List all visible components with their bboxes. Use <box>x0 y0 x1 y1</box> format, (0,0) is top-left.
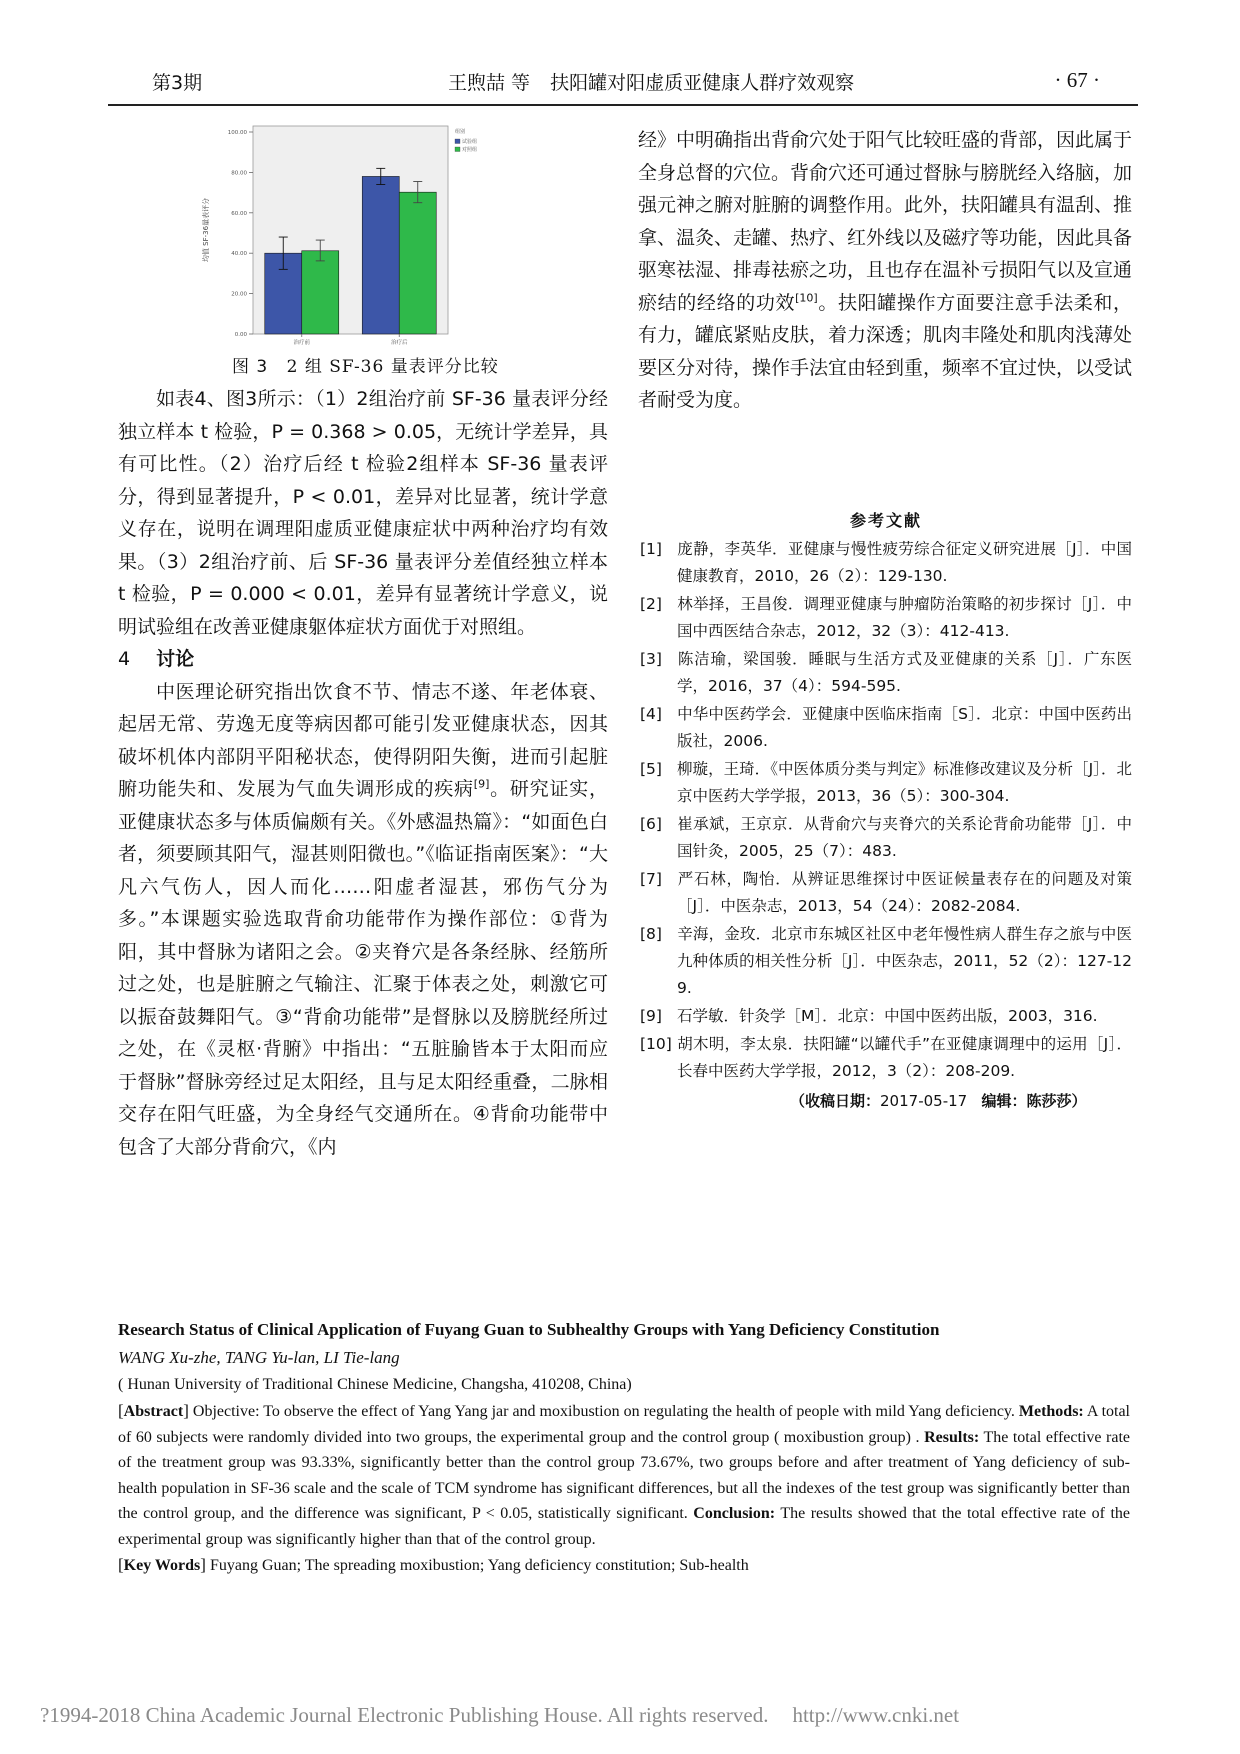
running-title <box>448 68 854 95</box>
section-title: 讨论 <box>156 648 195 670</box>
reference-item <box>640 536 1132 590</box>
english-abstract-section <box>118 1316 1130 1579</box>
legend-swatch-试验组 <box>455 139 460 144</box>
results-label: Results: <box>924 1428 980 1446</box>
reference-text: 胡木明，李太泉．扶阳罐“以罐代手”在亚健康调理中的运用［J］．长春中医药大学学报，2012，3（2）：208-209. <box>677 1035 1132 1080</box>
reference-text: 辛海，金玫．北京市东城区社区中老年慢性病人群生存之旅与中医九种体质的相关性分析［J］．中医杂志，2011，52（2）：127-129. <box>677 925 1132 997</box>
reference-text: 陈洁瑜，梁国骏．睡眠与生活方式及亚健康的关系［J］．广东医学，2016，37（4）：594-595. <box>677 650 1132 695</box>
methods-text: A total of 60 subjects were randomly divided into two groups, the experimental group and the control group ( moxibustion group) . <box>118 1403 1130 1446</box>
results-paragraph: 如表4、图3所示：（1）2组治疗前 SF-36 量表评分经独立样本 t 检验，P = 0.368 > 0.05，无统计学差异，具有可比性。（2）治疗后经 t 检验2组样本 SF-36 量表评分，得到显著提升，P < 0.01，差异对比显著，统计学意义存在，说明在调理阳虚质亚健康症状中两种治疗均有效果。（3）2组治疗前、后 SF-36 量表评分差值经独立样本 t 检验，P = 0.000 < 0.01，差异有显著统计学意义，说明试验组在改善亚健康躯体症状方面优于对照组。 <box>118 388 608 638</box>
y-axis-label: 均值 SF-36量表评分 <box>202 197 210 263</box>
reference-number: [5] <box>640 760 662 778</box>
header-authors: 王煦喆 等 <box>448 72 531 94</box>
reference-text: 柳璇，王琦．《中医体质分类与判定》标准修改建议及分析［J］．北京中医药大学学报，2013，36（5）：300-304. <box>677 760 1132 805</box>
legend-label: 试验组 <box>462 139 478 145</box>
references-list <box>640 536 1132 1085</box>
received-date: 2017-05-17 <box>880 1092 968 1110</box>
right-column <box>638 124 1132 417</box>
english-title: Research Status of Clinical Application of Fuyang Guan to Subhealthy Groups with Yang Deficiency Constitution <box>118 1320 940 1339</box>
legend-swatch-对照组 <box>455 147 460 152</box>
reference-text: 中华中医药学会．亚健康中医临床指南［S］．北京：中国中医药出版社，2006. <box>677 705 1132 750</box>
reference-item <box>640 1003 1132 1030</box>
reference-text: 崔承斌，王京京．从背俞穴与夹脊穴的关系论背俞功能带［J］．中国针灸，2005，25（7）：483. <box>677 815 1132 860</box>
results-text: The total effective rate of the treatment group was 93.33%, significantly better than the control group 73.67%, two groups before and after treatment of Yang deficiency of sub-health population in SF-36 scale and the scale of TCM syndrome has significant differences, but all the indexes of the test group was significantly better than the control group, and the difference was significant, P < 0.05, statistically significant. <box>118 1428 1131 1522</box>
reference-text: 石学敏．针灸学［M］．北京：中国中医药出版，2003，316. <box>677 1007 1098 1025</box>
x-tick-label: 治疗后 <box>390 340 408 346</box>
reference-number: [9] <box>640 1007 662 1025</box>
keywords-label: Key Words <box>123 1557 201 1574</box>
objective-text: To observe the effect of Yang Yang jar and moxibustion on regulating the health of people with mild Yang deficiency. <box>263 1403 1015 1420</box>
reference-number: [8] <box>640 925 662 943</box>
section-number: 4 <box>118 648 131 670</box>
y-tick-label: 40.00 <box>231 251 247 258</box>
english-authors: WANG Xu-zhe, TANG Yu-lan, LI Tie-lang <box>118 1348 400 1367</box>
reference-item <box>640 811 1132 865</box>
copyright-text: ?1994-2018 China Academic Journal Electronic Publishing House. All rights reserved. <box>40 1703 769 1727</box>
y-tick-label: 80.00 <box>231 170 247 177</box>
reference-number: [3] <box>640 650 662 668</box>
issue-number: 第3期 <box>152 72 203 94</box>
section-heading-discussion <box>118 643 608 676</box>
x-tick-label: 治疗前 <box>293 340 311 346</box>
footer <box>40 1703 959 1728</box>
discussion-text-4: 。扶阳罐操作方面要注意手法柔和，有力，罐底紧贴皮肤，着力深透；肌肉丰隆处和肌肉浅薄处要区分对待，操作手法宜由轻到重，频率不宜过快，以受试者耐受为度。 <box>638 291 1133 411</box>
objective-label: Objective: <box>192 1403 260 1420</box>
footer-url[interactable]: http://www.cnki.net <box>792 1703 960 1727</box>
bracket-open: [ <box>118 1401 124 1420</box>
header-title: 扶阳罐对阳虚质亚健康人群疗效观察 <box>550 72 855 94</box>
reference-text: 庞静，李英华．亚健康与慢性疲劳综合征定义研究进展［J］．中国健康教育，2010，26（2）：129-130. <box>677 540 1132 585</box>
left-column <box>118 383 608 1273</box>
reference-item <box>640 591 1132 645</box>
reference-item <box>640 646 1132 700</box>
discussion-text-1: 中医理论研究指出饮食不节、情志不遂、年老体衰、起居无常、劳逸无度等病因都可能引发亚健康状态，因其破坏机体内部阴平阳秘状态，使得阴阳失衡，进而引起脏腑功能失和、发展为气血失调形成的疾病 <box>118 680 608 800</box>
kw-bracket-open: [ <box>118 1555 124 1574</box>
legend-label: 对照组 <box>462 147 478 153</box>
reference-number: [7] <box>640 870 662 888</box>
reference-item <box>640 866 1132 920</box>
header-rule <box>108 104 1138 106</box>
conclusion-label: Conclusion: <box>693 1505 776 1522</box>
figure-number: 图 3 <box>232 357 269 377</box>
methods-label: Methods: <box>1018 1403 1084 1420</box>
y-tick-label: 0.00 <box>234 332 247 338</box>
bar-试验组-治疗后 <box>362 176 399 334</box>
reference-number: [4] <box>640 705 662 723</box>
bar-对照组-治疗前 <box>302 251 339 334</box>
y-tick-label: 20.00 <box>231 291 247 298</box>
reference-number: [6] <box>640 815 662 833</box>
bar-对照组-治疗后 <box>399 192 436 334</box>
discussion-text-3: 经》中明确指出背俞穴处于阳气比较旺盛的背部，因此属于全身总督的穴位。背俞穴还可通过督脉与膀胱经入络脑，加强元神之腑对脏腑的调整作用。此外，扶阳罐具有温刮、推拿、温灸、走罐、热疗、红外线以及磁疗等功能，因此具备驱寒祛湿、排毒祛瘀之功，且也存在温补亏损阳气以及宣通瘀结的经络的功效 <box>638 129 1133 314</box>
received-label: （收稿日期： <box>790 1092 881 1110</box>
kw-bracket-close: ] <box>200 1555 206 1574</box>
english-affiliation: ( Hunan University of Traditional Chinese Medicine, Changsha, 410208, China) <box>118 1376 632 1393</box>
discussion-paragraph <box>118 676 608 1164</box>
abstract-label: Abstract <box>123 1403 184 1420</box>
discussion-text-2: 。研究证实，亚健康状态多与体质偏颇有关。《外感温热篇》：“如面色白者，须要顾其阳气，湿甚则阳微也。”《临证指南医案》：“大凡六气伤人，因人而化……阳虚者湿甚，邪伤气分为多。”本课题实验选取背俞功能带作为操作部位：①背为阳，其中督脉为诸阳之会。②夹脊穴是各条经脉、经筋所过之处，也是脏腑之气输注、汇聚于体表之处，刺激它可以振奋鼓舞阳气。③“背俞功能带”是督脉以及膀胱经所过之处，在《灵枢·背腑》中指出：“五脏腧皆本于太阳而应于督脉”督脉旁经过足太阳经，且与足太阳经重叠，二脉相交存在阳气旺盛，为全身经气交通所在。④背俞功能带中包含了大部分背俞穴，《内 <box>118 778 608 1158</box>
y-tick-label: 60.00 <box>231 210 247 217</box>
received-info <box>640 1089 1132 1113</box>
reference-item <box>640 921 1132 1002</box>
citation-10[interactable]: [10] <box>795 291 818 305</box>
figure-caption <box>232 352 499 377</box>
keywords-text: Fuyang Guan; The spreading moxibustion; Yang deficiency constitution; Sub-health <box>209 1557 749 1574</box>
editor-name: 陈莎莎） <box>1026 1092 1087 1110</box>
references-section <box>640 508 1132 1113</box>
page-number: · 67 · <box>1054 68 1100 92</box>
references-title: 参考文献 <box>849 511 922 530</box>
editor-label: 编辑： <box>981 1092 1027 1110</box>
reference-number: [2] <box>640 595 662 613</box>
citation-9[interactable]: [9] <box>473 777 490 791</box>
english-abstract <box>118 1398 1130 1552</box>
bracket-close: ] <box>183 1401 189 1420</box>
y-tick-label: 100.00 <box>227 130 247 136</box>
reference-item <box>640 756 1132 810</box>
reference-number: [1] <box>640 540 662 558</box>
reference-item <box>640 701 1132 755</box>
figure-caption-text: 2 组 SF-36 量表评分比较 <box>286 357 499 377</box>
english-keywords <box>118 1552 1130 1579</box>
reference-text: 严石林，陶怡．从辨证思维探讨中医证候量表存在的问题及对策［J］．中医杂志，2013，54（24）：2082-2084. <box>677 870 1132 915</box>
sf36-bar-chart <box>200 122 500 347</box>
reference-item <box>640 1031 1132 1085</box>
conclusion-text: The results showed that the total effective rate of the experimental group was significantly higher than that of the control group. <box>118 1505 1131 1548</box>
reference-text: 林举择，王昌俊．调理亚健康与肿瘤防治策略的初步探讨［J］．中国中西医结合杂志，2012，32（3）：412-413. <box>677 595 1132 640</box>
discussion-continued <box>638 124 1132 417</box>
reference-number: [10] <box>640 1035 672 1053</box>
running-header <box>118 68 1122 96</box>
legend-title: 组别 <box>455 129 466 135</box>
